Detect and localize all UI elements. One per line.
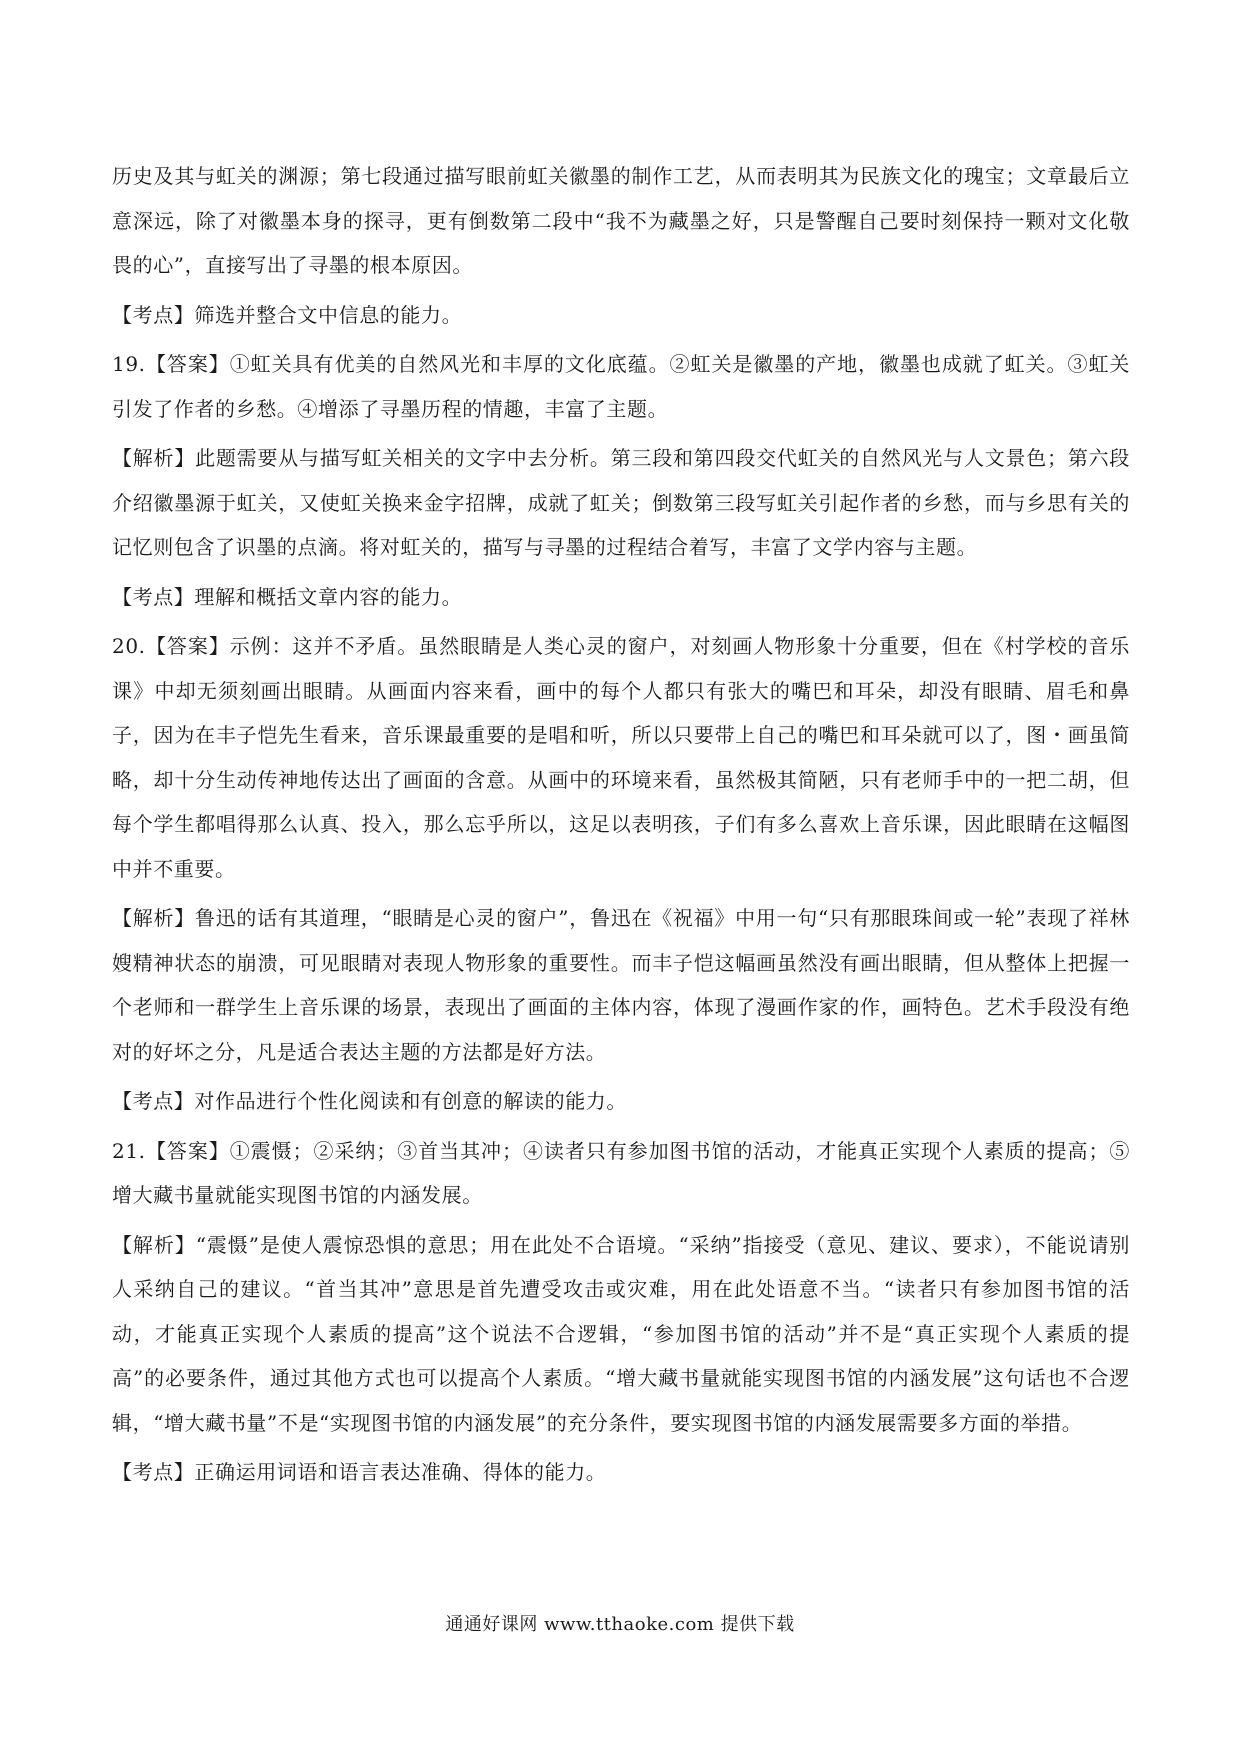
paragraph-jiexi-20: 【解析】鲁迅的话有其道理，“眼睛是心灵的窗户”，鲁迅在《祝福》中用一句“只有那眼珠间或一轮”表现了祥林嫂精神状态的崩溃，可见眼睛对表现人物形象的重要性。而丰子恺这幅画虽然没有画出眼睛，但从整体上把握一个老师和一群学生上音乐课的场景，表现出了画面的主体内容，体现了漫画作家的作，画特色。艺术手段没有绝对的好坏之分，凡是适合表达主题的方法都是好方法。 <box>112 906 1130 1064</box>
paragraph-answer-21: 21.【答案】①震慑；②采纳；③首当其冲；④读者只有参加图书馆的活动，才能真正实现个人素质的提高；⑤增大藏书量就能实现图书馆的内涵发展。 <box>112 1138 1130 1207</box>
paragraph-continuation: 历史及其与虹关的渊源；第七段通过描写眼前虹关徽墨的制作工艺，从而表明其为民族文化的瑰宝；文章最后立意深远，除了对徽墨本身的探寻，更有倒数第二段中“我不为藏墨之好，只是警醒自己要时刻保持一颗对文化敬畏的心”，直接写出了寻墨的根本原因。 <box>112 164 1130 277</box>
paragraph-kaodian-20: 【考点】对作品进行个性化阅读和有创意的解读的能力。 <box>112 1089 627 1113</box>
paragraph-kaodian-19: 【考点】理解和概括文章内容的能力。 <box>112 584 463 609</box>
paragraph-answer-20: 20.【答案】示例：这并不矛盾。虽然眼睛是人类心灵的窗户，对刻画人物形象十分重要，但在《村学校的音乐课》中却无须刻画出眼睛。从画面内容来看，画中的每个人都只有张大的嘴巴和耳朵，却没有眼睛、眉毛和鼻子，因为在丰子恺先生看来，音乐课最重要的是唱和听，所以只要带上自己的嘴巴和耳朵就可以了，图・画虽简略，却十分生动传神地传达出了画面的含意。从画中的环境来看，虽然极其简陋，只有老师手中的一把二胡，但每个学生都唱得那么认真、投入，那么忘乎所以，这足以表明孩，子们有多么喜欢上音乐课，因此眼睛在这幅图中并不重要。 <box>112 634 1130 881</box>
answer-content <box>112 154 1130 1500</box>
paragraph-answer-19: 19.【答案】①虹关具有优美的自然风光和丰厚的文化底蕴。②虹关是徽墨的产地，徽墨也成就了虹关。③虹关引发了作者的乡愁。④增添了寻墨历程的情趣，丰富了主题。 <box>112 352 1130 421</box>
paragraph-jiexi-19: 【解析】此题需要从与描写虹关相关的文字中去分析。第三段和第四段交代虹关的自然风光与人文景色；第六段介绍徽墨源于虹关，又使虹关换来金字招牌，成就了虹关；倒数第三段写虹关引起作者的乡愁，而与乡思有关的记忆则包含了识墨的点滴。将对虹关的，描写与寻墨的过程结合着写，丰富了文学内容与主题。 <box>112 446 1130 559</box>
page-footer: 通通好课网 www.tthaoke.com 提供下载 <box>445 1614 795 1635</box>
paragraph-jiexi-21: 【解析】“震慑”是使人震惊恐惧的意思；用在此处不合语境。“采纳”指接受（意见、建议、要求），不能说请别人采纳自己的建议。“首当其冲”意思是首先遭受攻击或灾难，用在此处语意不当。“读者只有参加图书馆的活动，才能真正实现个人素质的提高”这个说法不合逻辑，“参加图书馆的活动”并不是“真正实现个人素质的提高”的必要条件，通过其他方式也可以提高个人素质。“增大藏书量就能实现图书馆的内涵发展”这句话也不合逻辑，“增大藏书量”不是“实现图书馆的内涵发展”的充分条件，要实现图书馆的内涵发展需要多方面的举措。 <box>112 1232 1130 1435</box>
paragraph-kaodian-18: 【考点】筛选并整合文中信息的能力。 <box>112 302 463 327</box>
paragraph-kaodian-21: 【考点】正确运用词语和语言表达准确、得体的能力。 <box>112 1460 607 1484</box>
